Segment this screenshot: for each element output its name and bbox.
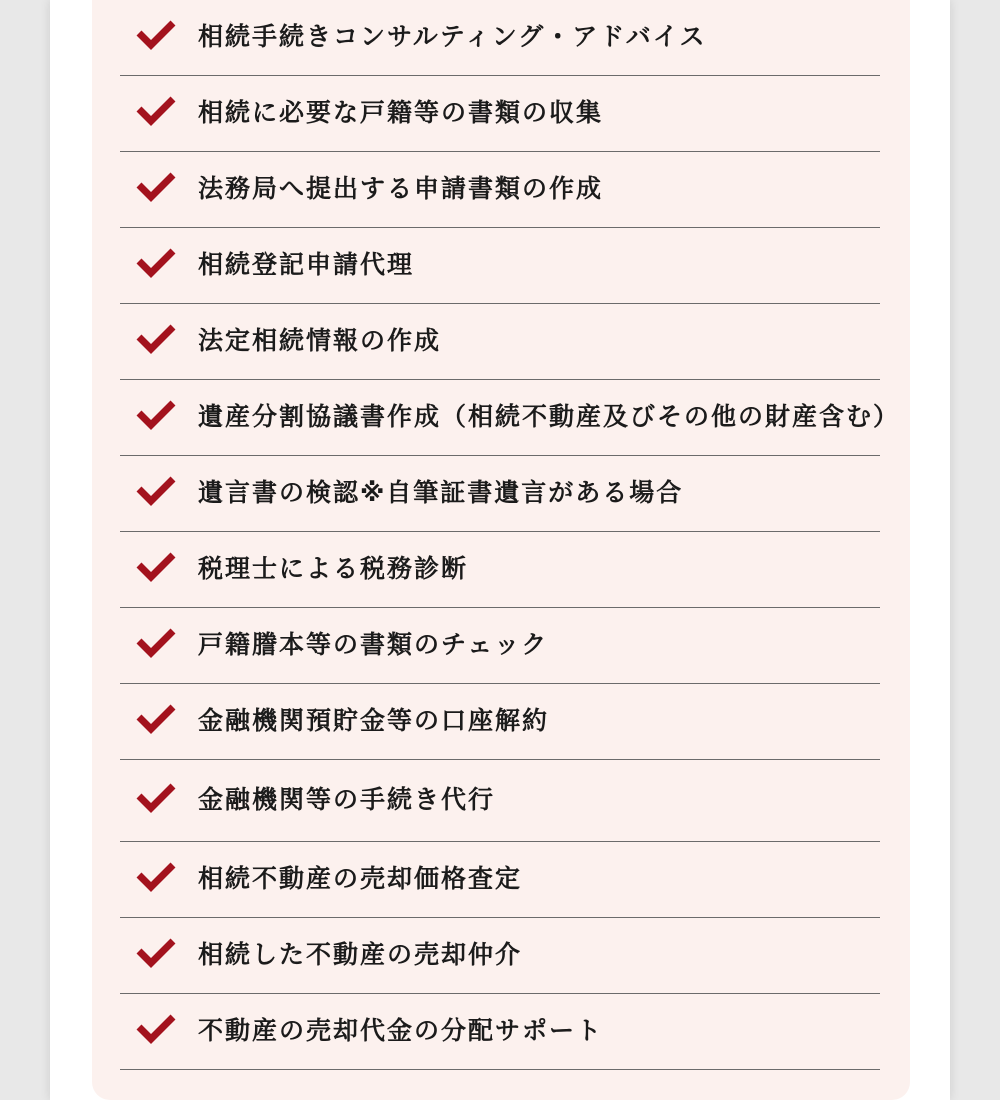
list-item-label: 戸籍謄本等の書類のチェック <box>198 629 549 659</box>
list-item <box>120 380 901 456</box>
list-item-label: 相続した不動産の売却仲介 <box>198 939 523 969</box>
list-item <box>120 228 880 304</box>
list-item <box>120 0 880 76</box>
list-item-label: 遺産分割協議書作成（相続不動産及びその他の財産含む） <box>198 401 901 431</box>
service-checklist <box>120 0 901 1070</box>
check-icon <box>134 246 178 280</box>
list-item <box>120 842 880 918</box>
list-item <box>120 532 880 608</box>
check-icon <box>134 1012 178 1046</box>
list-item <box>120 760 880 842</box>
check-icon <box>134 94 178 128</box>
list-item <box>120 994 880 1070</box>
list-item <box>120 152 880 228</box>
check-icon <box>134 781 178 815</box>
list-item-label: 相続登記申請代理 <box>198 249 415 279</box>
check-icon <box>134 170 178 204</box>
list-item-label: 不動産の売却代金の分配サポート <box>198 1015 604 1045</box>
list-item <box>120 684 880 760</box>
list-item-label: 遺言書の検認※自筆証書遺言がある場合 <box>198 477 684 507</box>
check-icon <box>134 860 178 894</box>
list-item <box>120 456 880 532</box>
check-icon <box>134 474 178 508</box>
list-item <box>120 608 880 684</box>
list-item-label: 相続不動産の売却価格査定 <box>198 863 523 893</box>
list-item-label: 相続手続きコンサルティング・アドバイス <box>198 21 707 51</box>
check-icon <box>134 626 178 660</box>
check-icon <box>134 936 178 970</box>
list-item <box>120 76 880 152</box>
page-background <box>50 0 950 1100</box>
check-icon <box>134 322 178 356</box>
list-item-label: 金融機関預貯金等の口座解約 <box>198 705 550 735</box>
list-item <box>120 304 880 380</box>
list-item-label: 相続に必要な戸籍等の書類の収集 <box>198 97 604 127</box>
list-item-label: 税理士による税務診断 <box>198 553 469 583</box>
service-list-panel <box>92 0 910 1100</box>
list-item-label: 金融機関等の手続き代行 <box>198 784 496 814</box>
list-item-label: 法務局へ提出する申請書類の作成 <box>198 173 604 203</box>
list-item <box>120 918 880 994</box>
check-icon <box>134 550 178 584</box>
check-icon <box>134 18 178 52</box>
list-item-label: 法定相続情報の作成 <box>198 325 442 355</box>
check-icon <box>134 398 178 432</box>
check-icon <box>134 702 178 736</box>
